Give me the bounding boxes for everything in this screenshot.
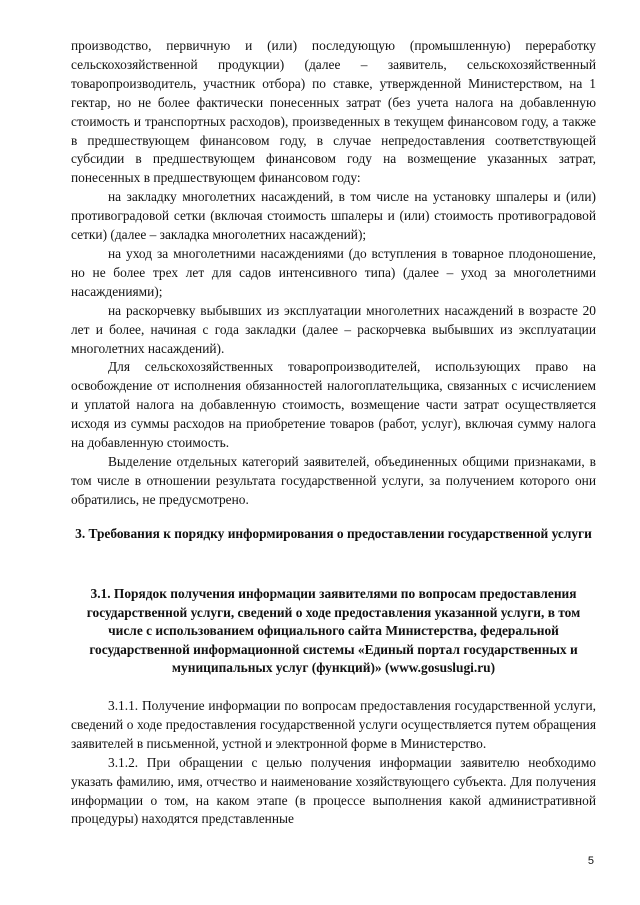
body-text-top (71, 37, 596, 510)
paragraph-vat-exempt: Для сельскохозяйственных товаропроизводителей, использующих право на освобождение от исполнения обязанностей налогоплательщика, связанных с исчислением и уплатой налога на добавленную стоимость, возмещение части затрат осуществляется исходя из суммы расходов на приобретение товаров (работ, услуг), включая сумму налога на добавленную стоимость. (71, 359, 596, 451)
page-number: 5 (587, 855, 594, 867)
paragraph-uprooting: на раскорчевку выбывших из эксплуатации многолетних насаждений в возрасте 20 лет и более, начиная с года закладки (далее – раскорчевка выбывших из эксплуатации многолетних насаждений). (71, 302, 596, 356)
subsection-heading: 3.1. Порядок получения информации заявителями по вопросам предоставления государственной услуги, сведений о ходе предоставления указанной услуги, в том числе с использованием официального сайта Министерства, федеральной государственной информационной системы «Единый портал государственных и муниципальных услуг (функций)» (www.gosuslugi.ru) (86, 586, 581, 676)
paragraph-3-1-2: 3.1.2. При обращении с целью получения информации заявителю необходимо указать фамилию, имя, отчество и наименование хозяйствующего субъекта. Для получения информации о том, на каком этапе (в процессе выполнения какой административной процедуры) находятся представленные (71, 754, 596, 827)
body-text-bottom (71, 697, 596, 829)
section-heading: 3. Требования к порядку информирования о предоставлении государственной услуги (75, 526, 592, 541)
paragraph-continuation: производство, первичную и (или) последующую (промышленную) переработку сельскохозяйственной продукции) (далее – заявитель, сельскохозяйственный товаропроизводитель, участник отбора) по ставке, утвержденной Министерством, на 1 гектар, но не более фактически понесенных затрат (без учета налога на добавленную стоимость и транспортных расходов), произведенных в текущем финансовом году, а также в предшествующем финансовом году, в случае непредоставления соответствующей субсидии в предшествующем финансовом году на возмещение указанных затрат, понесенных в предшествующем финансовом году: (71, 38, 596, 186)
paragraph-3-1-1: 3.1.1. Получение информации по вопросам предоставления государственной услуги, сведений о ходе предоставления государственной услуги осуществляется путем обращения заявителей в письменной, устной и электронной форме в Министерство. (71, 698, 596, 751)
paragraph-planting: на закладку многолетних насаждений, в том числе на установку шпалеры и (или) противоградовой сетки (включая стоимость шпалеры и (или) стоимость противоградовой сетки) (далее – закладка многолетних насаждений); (71, 189, 596, 243)
paragraph-care: на уход за многолетними насаждениями (до вступления в товарное плодоношение, но не более трех лет для садов интенсивного типа) (далее – уход за многолетними насаждениями); (71, 245, 596, 299)
paragraph-categories: Выделение отдельных категорий заявителей, объединенных общими признаками, в том числе в отношении результата государственной услуги, за получением которого они обратились, не предусмотрено. (71, 453, 596, 507)
